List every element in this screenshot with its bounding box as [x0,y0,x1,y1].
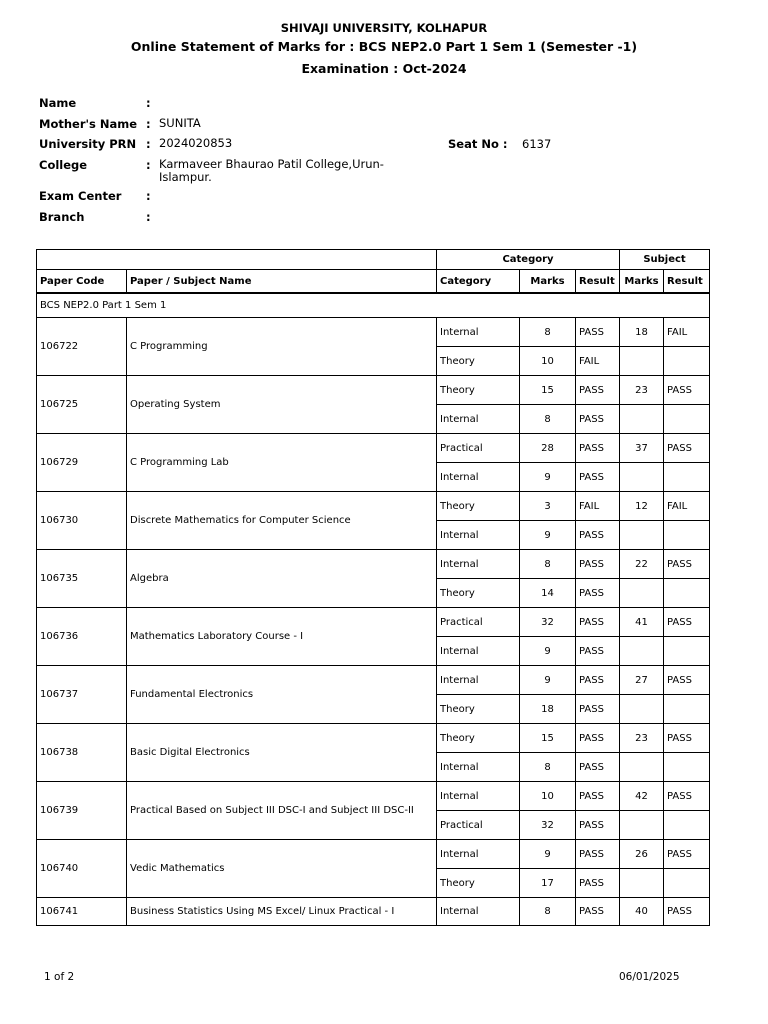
subject-result-empty [664,463,710,492]
subject-marks: 26 [620,840,664,869]
subject-result-empty [664,637,710,666]
subject-marks: 37 [620,434,664,463]
exam-center-label: Exam Center [39,189,122,203]
subject-marks: 18 [620,318,664,347]
component-category: Internal [437,666,520,695]
name-label: Name [39,96,77,110]
seat-no-value: 6137 [522,137,552,151]
subject-result-empty [664,695,710,724]
table-row [37,898,710,926]
table-row [37,608,710,637]
subject-marks-empty [620,579,664,608]
component-result: PASS [576,637,620,666]
paper-code: 106741 [37,898,127,926]
paper-name: Operating System [127,376,437,434]
subject-result: PASS [664,724,710,753]
paper-name: Vedic Mathematics [127,840,437,898]
component-category: Internal [437,782,520,811]
component-result: PASS [576,898,620,926]
subject-marks-empty [620,347,664,376]
column-header-row [37,270,710,294]
table-row [37,318,710,347]
component-result: FAIL [576,492,620,521]
prn-label: University PRN [39,137,137,151]
component-category: Theory [437,869,520,898]
seat-no-label: Seat No : [448,137,508,151]
component-marks: 28 [520,434,576,463]
component-result: PASS [576,463,620,492]
subject-marks: 27 [620,666,664,695]
component-category: Internal [437,753,520,782]
group-header-category: Category [437,250,620,270]
component-category: Practical [437,811,520,840]
subject-marks: 23 [620,724,664,753]
component-marks: 8 [520,318,576,347]
component-marks: 3 [520,492,576,521]
subject-result: PASS [664,666,710,695]
component-result: PASS [576,840,620,869]
paper-name: C Programming Lab [127,434,437,492]
group-header-row [37,250,710,270]
paper-code: 106737 [37,666,127,724]
paper-code: 106725 [37,376,127,434]
semester-label: BCS NEP2.0 Part 1 Sem 1 [37,293,710,318]
component-result: PASS [576,376,620,405]
component-result: PASS [576,434,620,463]
table-row [37,840,710,869]
subject-result: PASS [664,898,710,926]
marks-table [36,249,710,926]
component-result: PASS [576,782,620,811]
prn-value: 2024020853 [159,136,233,150]
subject-marks-empty [620,463,664,492]
component-marks: 10 [520,347,576,376]
component-category: Theory [437,695,520,724]
examination-title: Examination : Oct-2024 [301,61,467,76]
component-result: PASS [576,753,620,782]
component-marks: 8 [520,550,576,579]
paper-name: C Programming [127,318,437,376]
paper-code: 106722 [37,318,127,376]
subject-result: PASS [664,550,710,579]
component-result: PASS [576,550,620,579]
header-marks: Marks [520,270,576,294]
paper-name: Discrete Mathematics for Computer Science [127,492,437,550]
marks-table-body [37,250,710,926]
subject-marks: 23 [620,376,664,405]
subject-result: PASS [664,782,710,811]
subject-result: PASS [664,608,710,637]
paper-code: 106735 [37,550,127,608]
subject-result: PASS [664,434,710,463]
component-marks: 15 [520,376,576,405]
mother-name-colon: : [146,117,151,131]
semester-row [37,293,710,318]
paper-code: 106736 [37,608,127,666]
component-category: Internal [437,405,520,434]
component-result: PASS [576,869,620,898]
subject-marks: 42 [620,782,664,811]
branch-label: Branch [39,210,85,224]
paper-name: Business Statistics Using MS Excel/ Linux Practical - I [127,898,437,926]
paper-name: Algebra [127,550,437,608]
component-marks: 32 [520,608,576,637]
component-result: PASS [576,666,620,695]
subject-marks-empty [620,405,664,434]
subject-result: FAIL [664,492,710,521]
header-category: Category [437,270,520,294]
subject-result-empty [664,811,710,840]
component-marks: 8 [520,405,576,434]
component-category: Theory [437,724,520,753]
component-result: PASS [576,608,620,637]
component-category: Internal [437,637,520,666]
component-category: Theory [437,376,520,405]
component-result: PASS [576,405,620,434]
component-result: FAIL [576,347,620,376]
table-row [37,782,710,811]
subject-marks-empty [620,869,664,898]
component-marks: 17 [520,869,576,898]
college-colon: : [146,158,151,172]
table-row [37,492,710,521]
component-result: PASS [576,521,620,550]
header-subject-result: Result [664,270,710,294]
component-category: Practical [437,434,520,463]
component-category: Internal [437,840,520,869]
table-row [37,666,710,695]
subject-result-empty [664,753,710,782]
subject-result-empty [664,347,710,376]
table-row [37,550,710,579]
component-marks: 32 [520,811,576,840]
paper-name: Fundamental Electronics [127,666,437,724]
university-title: SHIVAJI UNIVERSITY, KOLHAPUR [280,21,488,35]
component-category: Internal [437,521,520,550]
header-subject-marks: Marks [620,270,664,294]
paper-name: Mathematics Laboratory Course - I [127,608,437,666]
subject-marks-empty [620,637,664,666]
paper-code: 106730 [37,492,127,550]
college-value: Karmaveer Bhaurao Patil College,Urun-Islampur. [159,157,384,184]
subject-marks: 40 [620,898,664,926]
component-marks: 9 [520,521,576,550]
paper-code: 106729 [37,434,127,492]
subject-result-empty [664,869,710,898]
prn-colon: : [146,137,151,151]
component-marks: 9 [520,463,576,492]
component-result: PASS [576,811,620,840]
header-paper-code: Paper Code [37,270,127,294]
component-category: Internal [437,318,520,347]
component-result: PASS [576,318,620,347]
component-marks: 9 [520,840,576,869]
subject-result-empty [664,405,710,434]
paper-name: Basic Digital Electronics [127,724,437,782]
component-category: Theory [437,492,520,521]
subject-result: PASS [664,840,710,869]
component-category: Internal [437,550,520,579]
component-marks: 18 [520,695,576,724]
subject-marks-empty [620,695,664,724]
component-marks: 10 [520,782,576,811]
paper-code: 106738 [37,724,127,782]
table-row [37,376,710,405]
component-marks: 9 [520,637,576,666]
group-header-subject: Subject [620,250,710,270]
name-colon: : [146,96,151,110]
header-paper-name: Paper / Subject Name [127,270,437,294]
subject-marks: 22 [620,550,664,579]
component-category: Practical [437,608,520,637]
subject-result-empty [664,579,710,608]
component-marks: 9 [520,666,576,695]
subject-marks-empty [620,811,664,840]
table-row [37,434,710,463]
paper-code: 106740 [37,840,127,898]
college-label: College [39,158,88,172]
group-header-blank [37,250,437,270]
component-marks: 15 [520,724,576,753]
table-row [37,724,710,753]
component-result: PASS [576,695,620,724]
component-category: Internal [437,898,520,926]
subject-marks-empty [620,753,664,782]
subject-marks: 12 [620,492,664,521]
mother-name-label: Mother's Name [39,117,138,131]
component-marks: 14 [520,579,576,608]
paper-name: Practical Based on Subject III DSC-I and Subject III DSC-II [127,782,437,840]
component-category: Theory [437,579,520,608]
subject-result: PASS [664,376,710,405]
branch-colon: : [146,210,151,224]
subject-marks-empty [620,521,664,550]
subject-result-empty [664,521,710,550]
subject-result: FAIL [664,318,710,347]
statement-title: Online Statement of Marks for : BCS NEP2.0 Part 1 Sem 1 (Semester -1) [130,39,638,54]
component-marks: 8 [520,753,576,782]
page-number: 1 of 2 [44,971,75,983]
component-result: PASS [576,724,620,753]
component-result: PASS [576,579,620,608]
subject-marks: 41 [620,608,664,637]
component-marks: 8 [520,898,576,926]
component-category: Internal [437,463,520,492]
component-category: Theory [437,347,520,376]
mother-name-value: SUNITA [159,116,201,130]
print-date: 06/01/2025 [619,971,680,983]
paper-code: 106739 [37,782,127,840]
exam-center-colon: : [146,189,151,203]
header-result: Result [576,270,620,294]
